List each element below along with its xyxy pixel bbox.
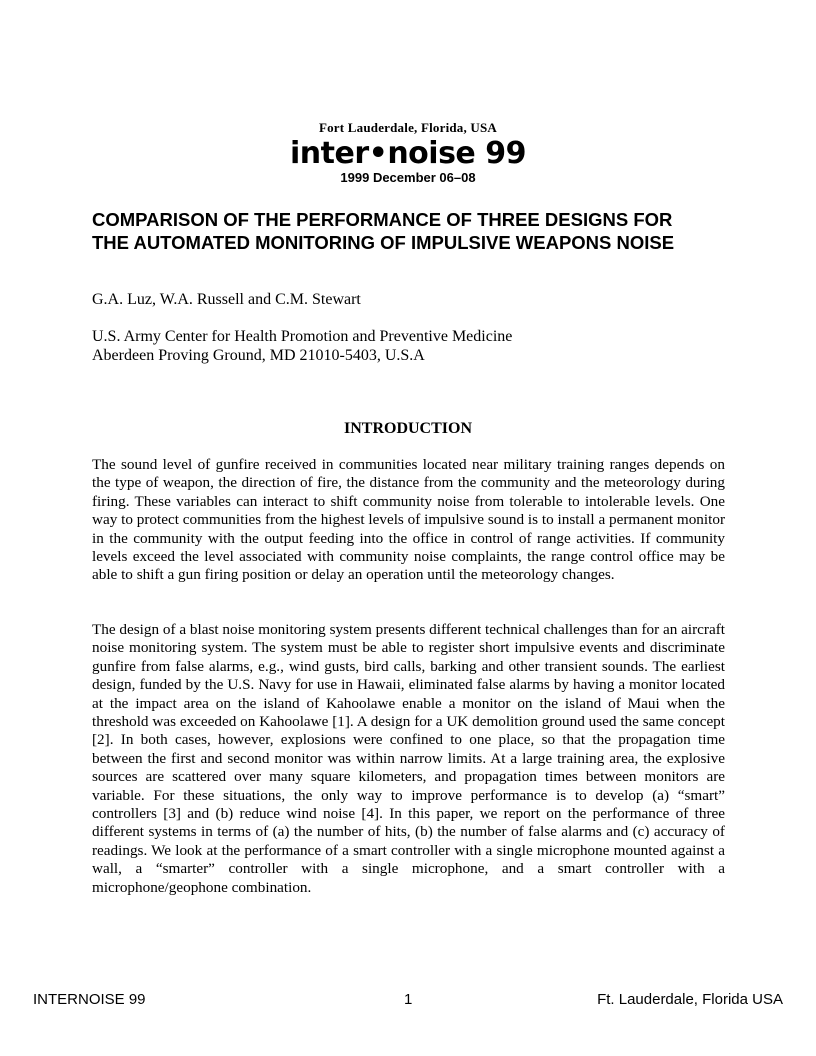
conference-logo: inter•noise 99 — [290, 136, 526, 171]
paper-title-line-1: COMPARISON OF THE PERFORMANCE OF THREE DESIGNS FOR — [92, 209, 673, 230]
author-affiliation — [92, 327, 512, 365]
section-heading-introduction: INTRODUCTION — [343, 420, 472, 437]
page-footer — [0, 990, 816, 1012]
page-number: 1 — [404, 991, 413, 1008]
paper-title — [92, 208, 742, 254]
paper-authors: G.A. Luz, W.A. Russell and C.M. Stewart — [92, 291, 361, 308]
conference-dates: 1999 December 06–08 — [340, 170, 476, 185]
affiliation-line-1: U.S. Army Center for Health Promotion and Preventive Medicine — [92, 328, 513, 345]
affiliation-line-2: Aberdeen Proving Ground, MD 21010-5403, U.S.A — [92, 347, 425, 364]
conference-header — [0, 120, 816, 186]
paper-title-line-2: THE AUTOMATED MONITORING OF IMPULSIVE WEAPONS NOISE — [92, 232, 675, 253]
footer-location: Ft. Lauderdale, Florida USA — [597, 991, 783, 1008]
footer-conference-name: INTERNOISE 99 — [33, 991, 146, 1008]
body-paragraph: The design of a blast noise monitoring system presents different technical challenges than for an aircraft noise monitoring system. The system must be able to register short impulsive events and discriminate gunfire from false alarms, e.g., wind gusts, bird calls, barking and other transient sounds. The earliest design, funded by the U.S. Navy for use in Hawaii, eliminated false alarms by having a monitor located at the impact area on the island of Kahoolawe enable a monitor on the island of Maui when the threshold was exceeded on Kahoolawe [1]. A design for a UK demolition ground used the same concept [2]. In both cases, however, explosions were confined to one place, so that the propagation time between the first and second monitor was within narrow limits. At a large training area, the explosive sources are scattered over many square kilometers, and propagation times between monitors are variable. For these situations, the only way to improve performance is to develop (a) “smart” controllers [3] and (b) reduce wind noise [4]. In this paper, we report on the performance of three different systems in terms of (a) the number of hits, (b) the number of false alarms and (c) accuracy of readings. We look at the performance of a smart controller with a single microphone mounted against a wall, a “smarter” controller with a single microphone, and a smart controller with a microphone/geophone combination. — [92, 621, 725, 896]
conference-location: Fort Lauderdale, Florida, USA — [318, 120, 498, 135]
body-paragraph: The sound level of gunfire received in communities located near military training ranges depends on the type of weapon, the direction of fire, the distance from the community and the meteorology during firing. These variables can interact to shift community noise from tolerable to intolerable levels. One way to protect communities from the highest levels of impulsive sound is to install a permanent monitor in the community with the output feeding into the office in control of range activities. If community levels exceed the level associated with community noise complaints, the range control office may be able to shift a gun firing position or delay an operation until the meteorology changes. — [92, 456, 725, 584]
